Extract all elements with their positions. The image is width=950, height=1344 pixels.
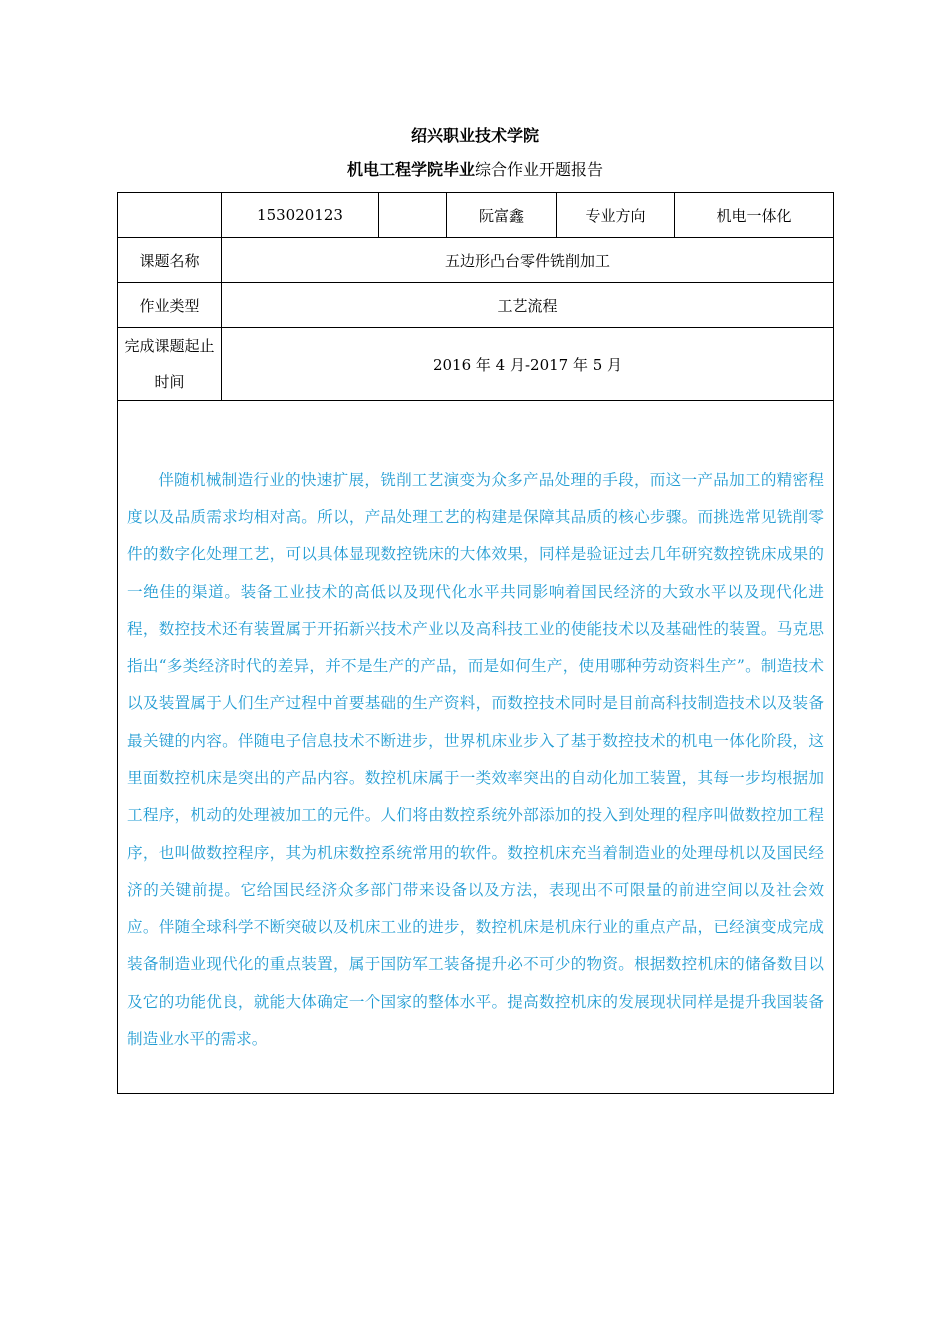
work-type-label-cell: 作业类型 bbox=[118, 283, 222, 328]
info-row bbox=[118, 193, 834, 238]
report-title bbox=[0, 158, 950, 182]
topic-label-cell: 课题名称 bbox=[118, 238, 222, 283]
topic-row bbox=[118, 238, 834, 283]
report-table bbox=[117, 192, 834, 1094]
work-type-row bbox=[118, 283, 834, 328]
report-title-rest: 综合作业开题报告 bbox=[475, 160, 604, 179]
major-label-cell: 专业方向 bbox=[557, 193, 675, 238]
blank-cell bbox=[379, 193, 447, 238]
period-label: 完成课题起止时间 bbox=[124, 337, 215, 391]
period-row bbox=[118, 328, 834, 401]
student-id-cell: 153020123 bbox=[222, 193, 379, 238]
topic-value-cell: 五边形凸台零件铣削加工 bbox=[222, 238, 834, 283]
period-value-cell: 2016 年 4 月-2017 年 5 月 bbox=[222, 328, 834, 401]
empty-header-cell bbox=[118, 193, 222, 238]
content-cell bbox=[118, 401, 834, 1094]
school-name: 绍兴职业技术学院 bbox=[410, 126, 539, 145]
student-name-cell: 阮富鑫 bbox=[447, 193, 557, 238]
report-title-bold: 机电工程学院毕业 bbox=[346, 160, 475, 179]
work-type-value-cell: 工艺流程 bbox=[222, 283, 834, 328]
content-paragraph: 伴随机械制造行业的快速扩展，铣削工艺演变为众多产品处理的手段，而这一产品加工的精密程度以及品质需求均相对高。所以，产品处理工艺的构建是保障其品质的核心步骤。而挑选常见铣削零件的数字化处理工艺，可以具体显现数控铣床的大体效果，同样是验证过去几年研究数控铣床成果的一绝佳的渠道。装备工业技术的高低以及现代化水平共同影响着国民经济的大致水平以及现代化进程，数控技术还有装置属于开拓新兴技术产业以及高科技工业的使能技术以及基础性的装置。马克思指出“多类经济时代的差异，并不是生产的产品，而是如何生产，使用哪种劳动资料生产”。制造技术以及装置属于人们生产过程中首要基础的生产资料，而数控技术同时是目前高科技制造技术以及装备最关键的内容。伴随电子信息技术不断进步，世界机床业步入了基于数控技术的机电一体化阶段，这里面数控机床是突出的产品内容。数控机床属于一类效率突出的自动化加工装置，其每一步均根据加工程序，机动的处理被加工的元件。人们将由数控系统外部添加的投入到处理的程序叫做数控加工程序，也叫做数控程序，其为机床数控系统常用的软件。数控机床充当着制造业的处理母机以及国民经济的关键前提。它给国民经济众多部门带来设备以及方法，表现出不可限量的前进空间以及社会效应。伴随全球科学不断突破以及机床工业的进步，数控机床是机床行业的重点产品，已经演变成完成装备制造业现代化的重点装置，属于国防军工装备提升必不可少的物资。根据数控机床的储备数目以及它的功能优良，就能大体确定一个国家的整体水平。提高数控机床的发展现状同样是提升我国装备制造业水平的需求。 bbox=[127, 470, 824, 1049]
major-value-cell: 机电一体化 bbox=[675, 193, 834, 238]
content-row bbox=[118, 401, 834, 1094]
period-label-cell bbox=[118, 328, 222, 401]
